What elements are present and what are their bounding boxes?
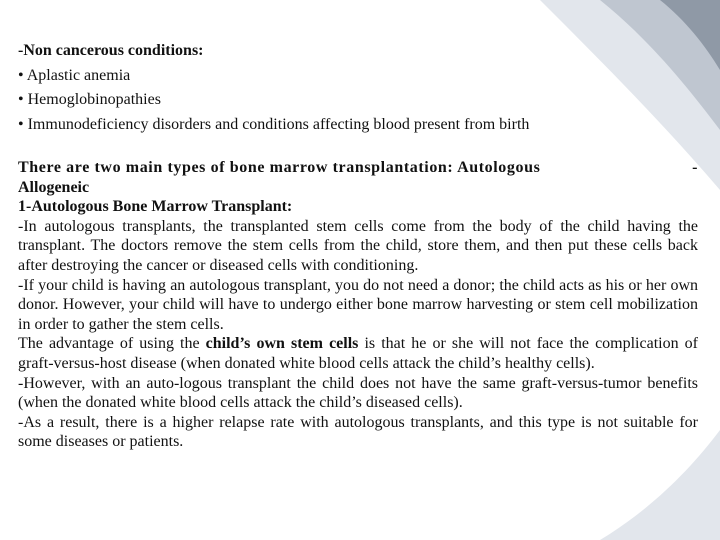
autologous-paragraph-4: -However, with an auto-logous transplant the child does not have the same graft-versus-tumor benefits (when the donated white blood cells attack the child’s diseased cells). [18,374,698,412]
autologous-paragraph-2: -If your child is having an autologous transplant, you do not need a donor; the child acts as his or her own donor. However, your child will have to undergo either bone marrow harvesting or stem cell mobilization in order to gather the stem cells. [18,276,698,333]
autologous-paragraph-5: -As a result, there is a higher relapse rate with autologous transplants, and this type is not suitable for some diseases or patients. [18,413,698,451]
noncancerous-item-hemoglobinopathies: • Hemoglobinopathies [18,91,161,108]
types-intro-left: There are two main types of bone marrow transplantation: Autologous [18,159,541,176]
transplant-types-section [18,158,698,452]
noncancerous-item-aplastic-anemia: • Aplastic anemia [18,66,131,84]
autologous-paragraph-3 [18,334,698,373]
para3-before: The advantage of using the [18,335,206,353]
autologous-paragraph-1: -In autologous transplants, the transplanted stem cells come from the body of the child having the transplant. The doctors remove the stem cells from the child, store them, and then put these cells back after destroying the cancer or diseased cells with conditioning. [18,217,698,274]
noncancerous-title: -Non cancerous conditions: [18,42,204,59]
noncancerous-item-immunodeficiency: • Immunodeficiency disorders and conditions affecting blood present from birth [18,115,530,133]
para3-bold: child’s own stem cells [205,335,359,353]
noncancerous-section [18,39,529,137]
slide-content [18,0,698,540]
types-intro-right: - [692,159,698,176]
types-intro-line [18,158,698,178]
autologous-title: 1-Autologous Bone Marrow Transplant: [18,198,293,216]
para3-after: is that he or she will not face the complication of graft-versus-host disease (when donated white blood cells attack the child’s healthy cells). [18,335,699,372]
types-intro-second: Allogeneic [18,178,90,196]
